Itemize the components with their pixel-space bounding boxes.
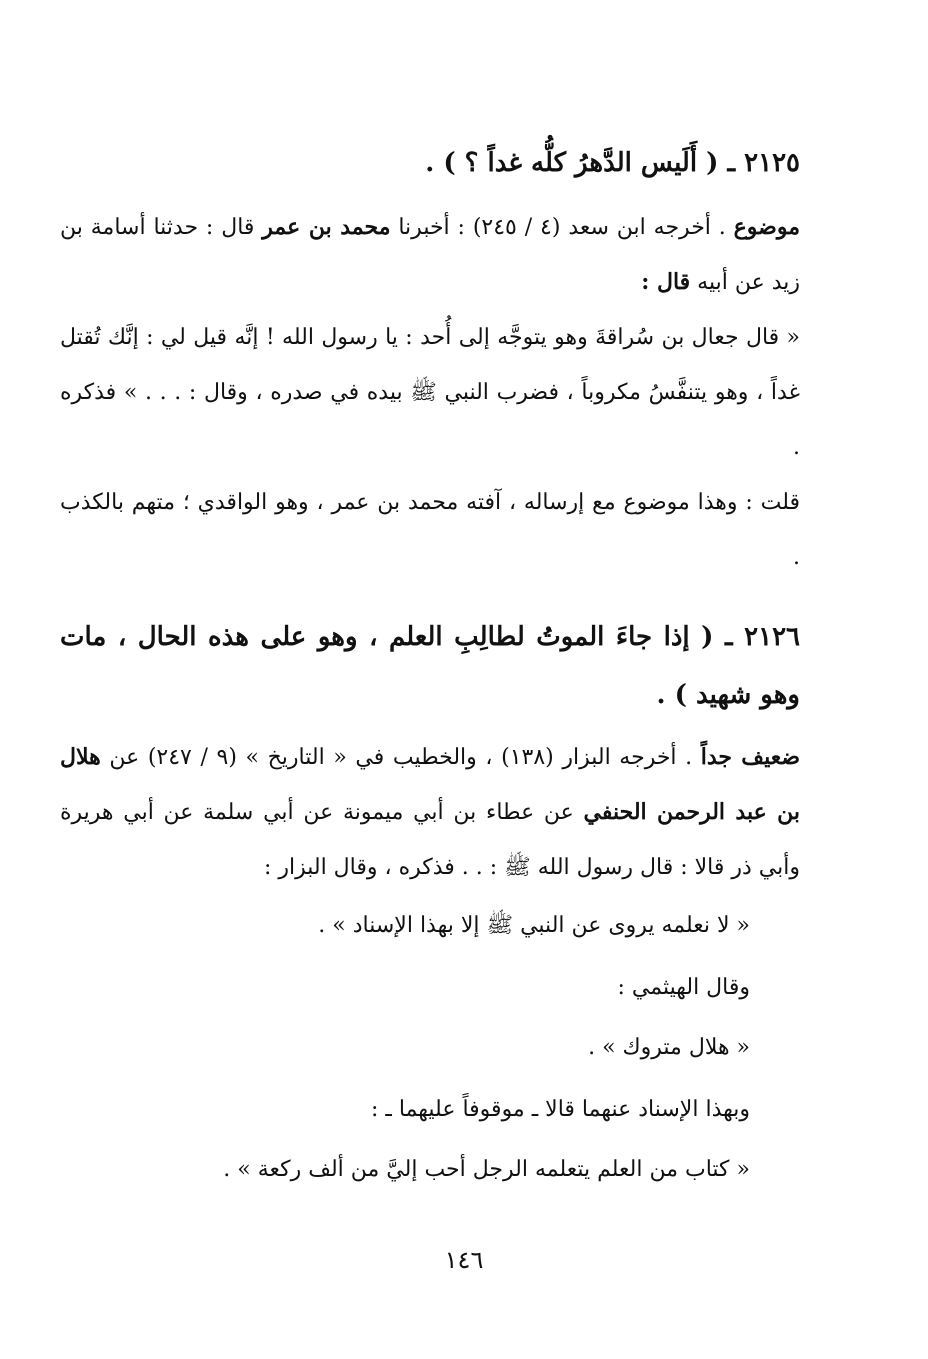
mawquf-intro: وبهذا الإسناد عنهما قالا ـ موقوفاً عليهما ـ : bbox=[371, 1097, 750, 1122]
entry-2125-qal: قال : bbox=[641, 269, 691, 295]
haythami-quote: « هلال متروك » . bbox=[588, 1035, 750, 1060]
page-number: ١٤٦ bbox=[444, 1246, 484, 1274]
entry-2125-chain: قال : حدثنا أسامة بن زيد عن أبيه bbox=[60, 215, 800, 295]
entry-2126-grade: ضعيف جداً bbox=[700, 744, 801, 770]
entry-2125-grade: موضوع bbox=[733, 214, 800, 240]
entry-2126-source: . أخرجه البزار (١٣٨) ، والخطيب في « التاريخ » (٩ / ٢٤٧) عن bbox=[100, 745, 701, 770]
entry-2125-source: . أخرجه ابن سعد (٤ / ٢٤٥) : أخبرنا bbox=[390, 215, 734, 240]
haythami-intro: وقال الهيثمي : bbox=[617, 975, 750, 1000]
entry-2125-hadith-text: « قال جعال بن سُراقةَ وهو يتوجَّه إلى أُحد : يا رسول الله ! إنَّه قيل لي : إنَّك تُقتل غداً ، وهو يتنفَّسُ مكروباً ، فضرب النبي ﷺ بيده في صدره ، وقال : . . . » فذكره . bbox=[60, 325, 800, 460]
mawquf-quote: « كتاب من العلم يتعلمه الرجل أحب إليَّ من ألف ركعة » . bbox=[223, 1157, 750, 1182]
entry-2125-heading: ٢١٢٥ ـ ( أَلَيس الدَّهرُ كلُّه غداً ؟ ) . bbox=[425, 148, 800, 178]
entry-2125-takhrij bbox=[60, 200, 800, 310]
entry-2126-chain: عن عطاء بن أبي ميمونة عن أبي سلمة عن أبي هريرة وأبي ذر قالا : قال رسول الله ﷺ : . . فذكره ، وقال البزار : bbox=[60, 800, 800, 880]
entry-2126-heading: ٢١٢٦ ـ ( إذا جاءَ الموتُ لطالِبِ العلم ، وهو على هذه الحال ، مات وهو شهيد ) . bbox=[60, 622, 800, 710]
entry-2126-takhrij bbox=[60, 730, 800, 895]
entry-2125-comment: قلت : وهذا موضوع مع إرساله ، آفته محمد بن عمر ، وهو الواقدي ؛ متهم بالكذب . bbox=[60, 490, 800, 570]
entry-2126-narrator: هلال بن عبد الرحمن الحنفي bbox=[60, 744, 800, 825]
bazzar-quote: « لا نعلمه يروى عن النبي ﷺ إلا بهذا الإسناد » . bbox=[318, 913, 750, 938]
entry-2125-narrator: محمد بن عمر bbox=[262, 214, 391, 240]
